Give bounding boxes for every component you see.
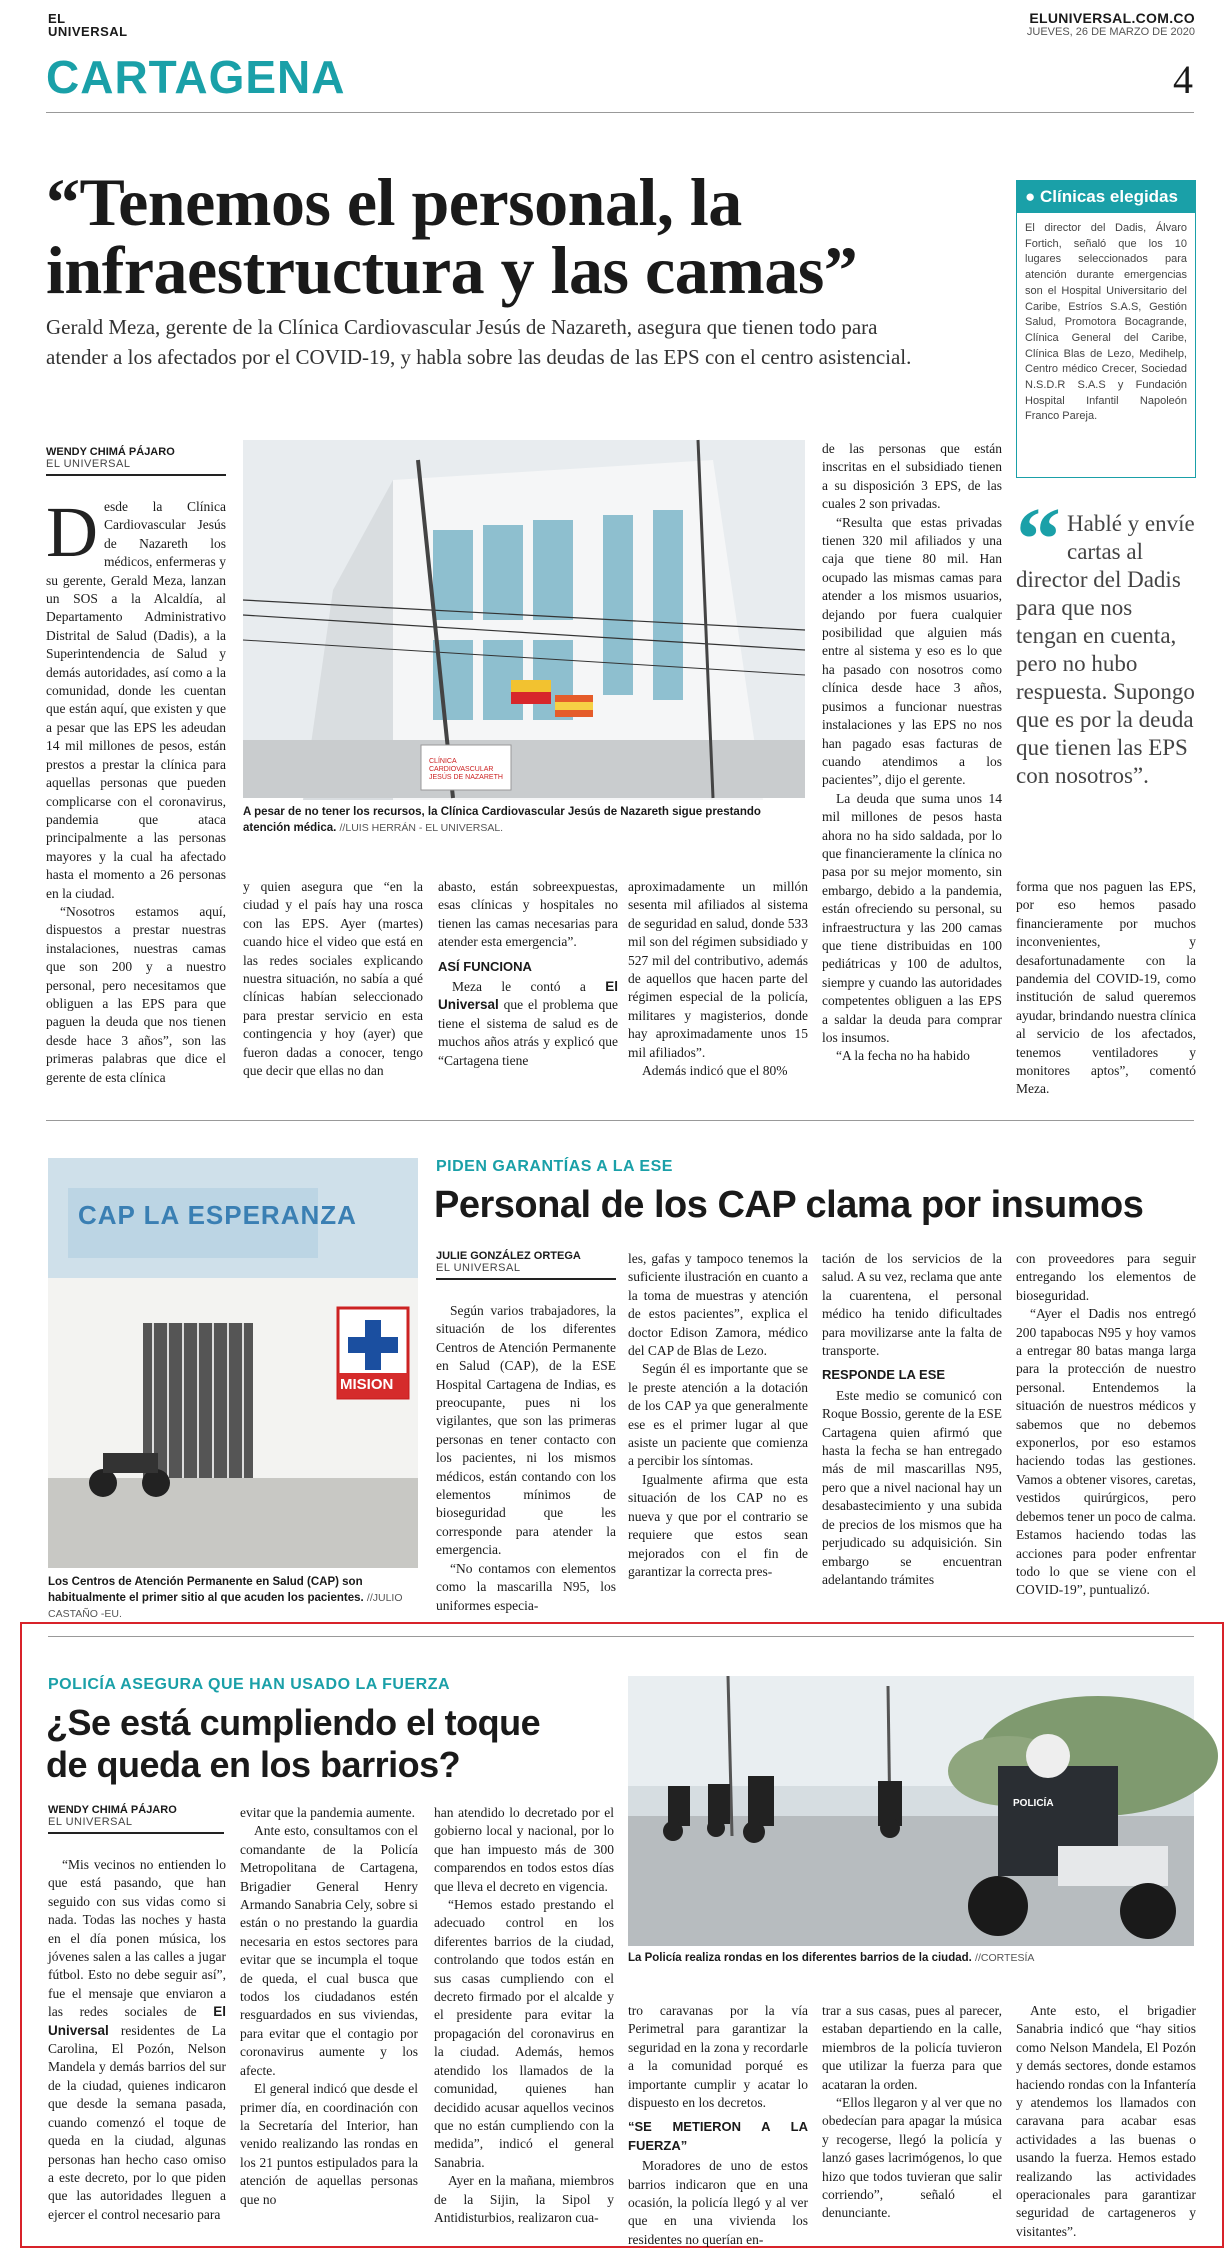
- paragraph: evitar que la pandemia aumente.: [240, 1805, 416, 1820]
- paragraph: trar a sus casas, pues al parecer, estaban departiendo en la calle, miembros de la policía tuvieron que utilizar la fuerza para que acataran la orden.: [822, 2003, 1002, 2092]
- article2-byline: [436, 1250, 616, 1280]
- article2-photo-caption: [48, 1574, 428, 1622]
- article1-column-4: [628, 878, 808, 1090]
- caption-text: A pesar de no tener los recursos, la Clínica Cardiovascular Jesús de Nazareth sigue prestando atención médica.: [243, 806, 761, 834]
- caption-credit: //LUIS HERRÁN - EL UNIVERSAL.: [339, 822, 504, 834]
- article3-kicker: POLICÍA ASEGURA QUE HAN USADO LA FUERZA: [48, 1676, 451, 1693]
- byline-rule: [436, 1278, 616, 1280]
- caption-credit: //JULIO CASTAÑO -EU.: [48, 1592, 403, 1620]
- article3-byline: [48, 1804, 224, 1834]
- newspaper-name: El Universal: [438, 979, 618, 1013]
- article2-column-4: [1016, 1250, 1196, 1608]
- site-url[interactable]: ELUNIVERSAL.COM.CO: [1029, 10, 1195, 26]
- cap-la-esperanza-photo: [48, 1158, 418, 1568]
- paragraph: aproximadamente un millón sesenta mil afiliados al sistema de seguridad en salud, donde 533 mil son del régimen subsidiado y 527 mil del contributivo, además de aquellos que hacen parte del régimen especial de la policía, militares y magisterios, donde hay aproximadamente unos 15 mil afiliados”.: [628, 879, 808, 1060]
- paragraph: Según varios trabajadores, la situación de los diferentes Centros de Atención Permanente en Salud (CAP), de la ESE Hospital Cartagena de Indias, es preocupante, pues ni los vigilantes, que son las primeras personas en tener contacto con los pacientes, ni los mismos médicos, están contando con los elementos mínimos de bioseguridad que les corresponde para atender la emergencia.: [436, 1303, 616, 1558]
- article2-column-1: [436, 1302, 616, 1613]
- article3-column-5: [822, 2002, 1002, 2238]
- caption-credit: //CORTESÍA: [975, 1952, 1035, 1964]
- article3-headline: [46, 1702, 616, 1786]
- article1-column-1: [46, 492, 226, 1090]
- paragraph: y quien asegura que “en la ciudad y el país hay una rosca con las EPS. Ayer (martes) cuando hice el video que está en las redes sociales explicando nuestra situación, no sabía a qué clínicas habían seleccionado para prestar servicio en esta contingencia y hoy (ayer) que fueron dadas a conocer, tengo que decir que ellas no dan: [243, 879, 423, 1079]
- article1-byline: [46, 446, 226, 476]
- page-number: 4: [1173, 57, 1193, 102]
- article1-photo-caption: [243, 804, 805, 836]
- article3-column-3: [434, 1804, 614, 2238]
- paragraph: “Resulta que estas privadas tienen 320 mil afiliados y una caja que tiene 80 mil. Han ocupado las mismas camas para atender a los mismos usuarios, dejando por fuera cualquier posibilidad que alguien más entre al sistema y eso es lo que ha pasado con nosotros como clínica desde hace 3 años, pusimos a funcionar nuestras instalaciones y las EPS no nos han pagado esas facturas de cuando atendimos a los pacientes”, dijo el gerente.: [822, 514, 1002, 788]
- headline-line-2: de queda en los barrios?: [46, 1744, 461, 1785]
- paragraph: Además indicó que el 80%: [642, 1063, 788, 1079]
- paragraph: “Ayer el Dadis nos entregó 200 tapabocas N95 y hoy vamos a entregar 80 batas manga larga para la protección de nuestro personal. Entendemos la situación de nuestros médicos y sabemos que no debemos exponerlos, por eso estamos haciendo todas las gestiones. Vamos a obtener visores, caretas, vestidos quirúrgicos, pero debemos tener un poco de calma. Estamos haciendo todas las acciones para poder enfrentar todo lo que se viene con el COVID-19”, puntualizó.: [1016, 1306, 1196, 1598]
- paragraph: “Hemos estado prestando el adecuado control en los diferentes barrios de la ciudad, controlando que todos están en sus casas cumpliendo con el decreto firmado por el alcalde y el presidente para evitar la propagación del coronavirus en la ciudad. Además, hemos atendido los llamados de la comunidad, quienes han decidido acusar aquellos vecinos que no están cumpliendo con la medida”, indicó el general Sanabria.: [434, 1897, 614, 2170]
- article1-deck: Gerald Meza, gerente de la Clínica Cardiovascular Jesús de Nazareth, asegura que tienen todo para atender a los afectados por el COVID-19, y habla sobre las deudas de las EPS con el centro asistencial.: [46, 315, 912, 369]
- paragraph: tro caravanas por la vía Perimetral para garantizar la seguridad en la zona y recordarle a la comunidad porqué es importante cumplir y acatar lo dispuesto en los decretos.: [628, 2003, 808, 2111]
- paragraph: Ante esto, el brigadier Sanabria indicó que “hay sitios como Nelson Mandela, El Pozón y demás sectores, donde estamos haciendo rondas con la Infantería y atendemos los llamados con caravana para acabar esas actividades a las buenas o usando la fuerza. Hemos estado realizando las actividades operacionales para garantizar seguridad de cartageneros y visitantes”.: [1016, 2003, 1196, 2239]
- newspaper-name: El Universal: [48, 2004, 226, 2038]
- article1-headline: [46, 164, 966, 308]
- section-divider-2: [48, 1636, 1194, 1637]
- paragraph: “Ellos llegaron y al ver que no obedecían para apagar la música y recogerse, llegó la policía y lanzó gases lacrimógenos, lo que hizo que todos tuvieran que salir corriendo”, señaló el denunciante.: [822, 2095, 1002, 2221]
- paragraph: “No contamos con elementos como la mascarilla N95, los uniformes especia-: [436, 1560, 616, 1613]
- byline-org: EL UNIVERSAL: [46, 458, 131, 470]
- paragraph: Igualmente afirma que esta situación de los CAP no es nueva y que por el contrario se requiere que estos sean mejorados con el fin de garantizar la correcta pres-: [628, 1471, 808, 1579]
- article1-column-3: [438, 878, 618, 1090]
- paragraph: han atendido lo decretado por el gobierno local y nacional, por lo que han impuesto más de 300 comparendos en todos estos días que lleva el decreto en vigencia.: [434, 1805, 614, 1894]
- clinic-building-photo: [243, 440, 805, 798]
- article3-column-1: [48, 1856, 226, 2238]
- paragraph: de las personas que están inscritas en el subsidiado tienen a su disposición 3 EPS, de las cuales 2 son privadas.: [822, 441, 1002, 512]
- clinicas-elegidas-box: [1016, 180, 1196, 478]
- logo-line-2: UNIVERSAL: [48, 24, 128, 39]
- byline-org: EL UNIVERSAL: [436, 1262, 521, 1274]
- quote-mark-icon: “: [1016, 490, 1061, 589]
- byline-org: EL UNIVERSAL: [48, 1816, 133, 1828]
- headline-line-2: infraestructura y las camas”: [46, 232, 858, 308]
- section-title: CARTAGENA: [46, 51, 346, 103]
- article2-column-3: [822, 1250, 1002, 1608]
- byline-name: WENDY CHIMÁ PÁJARO: [46, 446, 175, 458]
- paragraph: “A la fecha no ha habido: [836, 1048, 970, 1064]
- newspaper-logo: [48, 12, 128, 38]
- byline-name: JULIE GONZÁLEZ ORTEGA: [436, 1250, 581, 1262]
- byline-rule: [46, 474, 226, 476]
- mision-sign-text: MISION: [340, 1376, 394, 1393]
- drop-cap: D: [46, 492, 98, 572]
- article2-kicker: PIDEN GARANTÍAS A LA ESE: [436, 1158, 673, 1175]
- paragraph: El general indicó que desde el primer día, en coordinación con la Secretaría del Interior, han venido realizando las rondas en los 21 puntos estipulados para la atención de aquellas personas que no: [240, 2081, 418, 2207]
- logo-line-1: EL: [48, 11, 66, 26]
- paragraph: “Nosotros estamos aquí, dispuestos a prestar nuestras instalaciones, nuestras camas que son 200 y a nuestro personal, pero necesitamos que obliguen a las EPS para que paguen la deuda que nos tienen desde hace 3 años”, son las primeras palabras que dice el gerente de esta clínica: [46, 903, 226, 1085]
- article1-column-2: [243, 878, 423, 1090]
- caption-text: Los Centros de Atención Permanente en Salud (CAP) son habitualmente el primer sitio al que acuden los pacientes.: [48, 1576, 364, 1604]
- paragraph: Ante esto, consultamos con el comandante de la Policía Metropolitana de Cartagena, Brigadier General Henry Armando Sanabria Cely, sobre si están o no prestando la guardia necesaria en estos sectores para evitar que se incumpla el toque de queda, el cual busca que todos los ciudadanos estén resguardados en sus viviendas, para evitar que el contagio por coronavirus aumente y los afecte.: [240, 1823, 418, 2078]
- caption-text: La Policía realiza rondas en los diferentes barrios de la ciudad.: [628, 1952, 972, 1964]
- paragraph: La deuda que suma unos 14 mil millones de pesos hasta ahora no ha sido saldada, por lo que financieramente la clínica no pasa por su mejor momento, sin embargo, debido a la pandemia, están ofreciendo su personal, su infraestructura y las 200 camas que tiene distribuidas en 100 pediátricas y 100 de adultos, siempre y cuando las autoridades competentes obliguen a las EPS a saldar la deuda para comprar los insumos.: [822, 790, 1002, 1045]
- clinic-sign-text: CLÍNICA CARDIOVASCULAR JESÚS DE NAZARETH: [429, 758, 503, 781]
- paragraph: Según él es importante que se le preste atención a la dotación de los CAP ya que generalmente ese es el primer lugar al que asiste un paciente que comienza a percibir los síntomas.: [628, 1361, 808, 1469]
- paragraph: esde la Clínica Cardiovascular Jesús de Nazareth los médicos, enfermeras y su gerente, Gerald Meza, lanzan un SOS a la Alcaldía, al Departamento Administrativo Distrital de Salud (Dadis), a la Superintendencia de Salud y demás autoridades, así como a la comunidad, donde les cuentan que están aquí, que existen y que a pesar que las EPS les adeudan 14 mil millones de pesos, están prestos a prestar la clínica para aquellas personas que pueden complicarse con el coronavirus, pandemia que ataca principalmente a las personas mayores y la cual ha afectado hasta el momento a 26 personas en la ciudad.: [46, 499, 226, 901]
- paragraph: Este medio se comunicó con Roque Bossio, gerente de la ESE Cartagena quien afirmó que hasta la fecha se han entregado más de mil mascarillas N95, pero que a nivel nacional hay un desabastecimiento y una subida de precios de los mismos que ha perjudicado su adquisición. Sin embargo se encuentran adelantando trámites: [822, 1387, 1002, 1587]
- sidebox-text: El director del Dadis, Álvaro Fortich, señaló que los 10 lugares seleccionados para atención durante emergencias son el Hospital Universitario del Caribe, Estríos S.A.S, Gestión Salud, Promotora Bocagrande, Clínica General del Caribe, Clínica Blas de Lezo, Medihelp, Centro médico Crecer, Sociedad N.S.D.R S.A.S y Fundación Hospital Infantil Napoleón Franco Pareja.: [1025, 222, 1187, 423]
- sidebox-header: [1017, 181, 1195, 213]
- headline-line-1: ¿Se está cumpliendo el toque: [46, 1702, 541, 1743]
- article3-column-2: [240, 1804, 418, 2238]
- subheading: RESPONDE LA ESE: [822, 1367, 946, 1383]
- police-patrol-photo: [628, 1676, 1194, 1946]
- paragraph: Ayer en la mañana, miembros de la Sijin, la Sipol y Antidisturbios, realizaron cua-: [434, 2173, 614, 2225]
- pull-quote-text: Hablé y envíe cartas al director del Dadis para que nos tengan en cuenta, pero no hubo respuesta. Supongo que es por la deuda que tienen las EPS con nosotros”.: [1016, 511, 1195, 788]
- byline-rule: [48, 1832, 224, 1834]
- paragraph: abasto, están sobreexpuestas, esas clínicas y hospitales no tienen las camas necesarias para atender esta emergencia”.: [438, 879, 618, 950]
- subheading: ASÍ FUNCIONA: [438, 958, 532, 974]
- paragraph: les, gafas y tampoco tenemos la suficiente ilustración en cuanto a la toma de muestras y atención de estos pacientes”, explica el doctor Edison Zamora, médico del CAP de Blas de Lezo.: [628, 1251, 808, 1359]
- site-info: [1027, 10, 1195, 38]
- article1-column-6: [1016, 878, 1196, 1097]
- cap-sign-text: CAP LA ESPERANZA: [78, 1200, 357, 1230]
- article2-column-2: [628, 1250, 808, 1608]
- issue-date: JUEVES, 26 DE MARZO DE 2020: [1026, 26, 1195, 38]
- byline-name: WENDY CHIMÁ PÁJARO: [48, 1804, 177, 1816]
- section-divider-1: [46, 1120, 1194, 1121]
- pull-quote: [1016, 490, 1196, 790]
- paragraph: con proveedores para seguir entregando los elementos de bioseguridad.: [1016, 1251, 1196, 1303]
- paragraph: forma que nos paguen las EPS, por eso hemos pasado financieramente por muchos inconvenientes, y desafortunadamente con la pandemia del COVID-19, como institución de salud queremos ayudar, brindando nuestra clínica al servicio de los afectados, tenemos ventiladores y monitores aptos”, comentó Meza.: [1016, 879, 1196, 1097]
- article1-column-5: [822, 440, 1002, 1090]
- article3-photo-caption: [628, 1950, 1194, 1966]
- paragraph: tación de los servicios de la salud. A su vez, reclama que ante la cuarentena, el personal médico ha tenido dificultades para movilizarse ante la falta de transporte.: [822, 1251, 1002, 1359]
- text-run: residentes de La Carolina, El Pozón, Nelson Mandela y demás barrios del sur de la ciudad, quienes indicaron que desde la semana pasada, cuando comenzó el toque de queda en la ciudad, algunas personas han hecho caso omiso a este decreto, por lo que piden que las autoridades lleguen a ejercer el control necesario para: [48, 2022, 226, 2222]
- text-run: que el problema que tiene el sistema de salud es de muchos años atrás y explicó que “Cartagena tiene: [438, 997, 618, 1068]
- article3-column-4: [628, 2002, 808, 2247]
- text-run: “Mis vecinos no entienden lo que está pasando, que han seguido con sus vidas como si nada. Todas las noches y hasta en el día ponen música, los jóvenes salen a las calles a jugar fútbol. Esto no debe seguir así”, fue el mensaje que enviaron a las redes sociales de: [48, 1857, 226, 2020]
- police-vest-text: POLICÍA: [1013, 1798, 1054, 1809]
- article3-column-6: [1016, 2002, 1196, 2238]
- headline-line-1: “Tenemos el personal, la: [46, 164, 742, 240]
- header-divider: [46, 112, 1194, 113]
- sidebox-title: Clínicas elegidas: [1040, 187, 1178, 206]
- subheading: “SE METIERON A LA FUERZA”: [628, 2119, 808, 2153]
- bullet-icon: ●: [1025, 187, 1036, 206]
- text-run: Meza le contó a: [452, 979, 606, 995]
- article2-headline: Personal de los CAP clama por insumos: [434, 1184, 1144, 1226]
- paragraph: Moradores de uno de estos barrios indicaron que en una ocasión, la policía llegó y al ver que en una vivienda los residentes no querían en-: [628, 2158, 808, 2247]
